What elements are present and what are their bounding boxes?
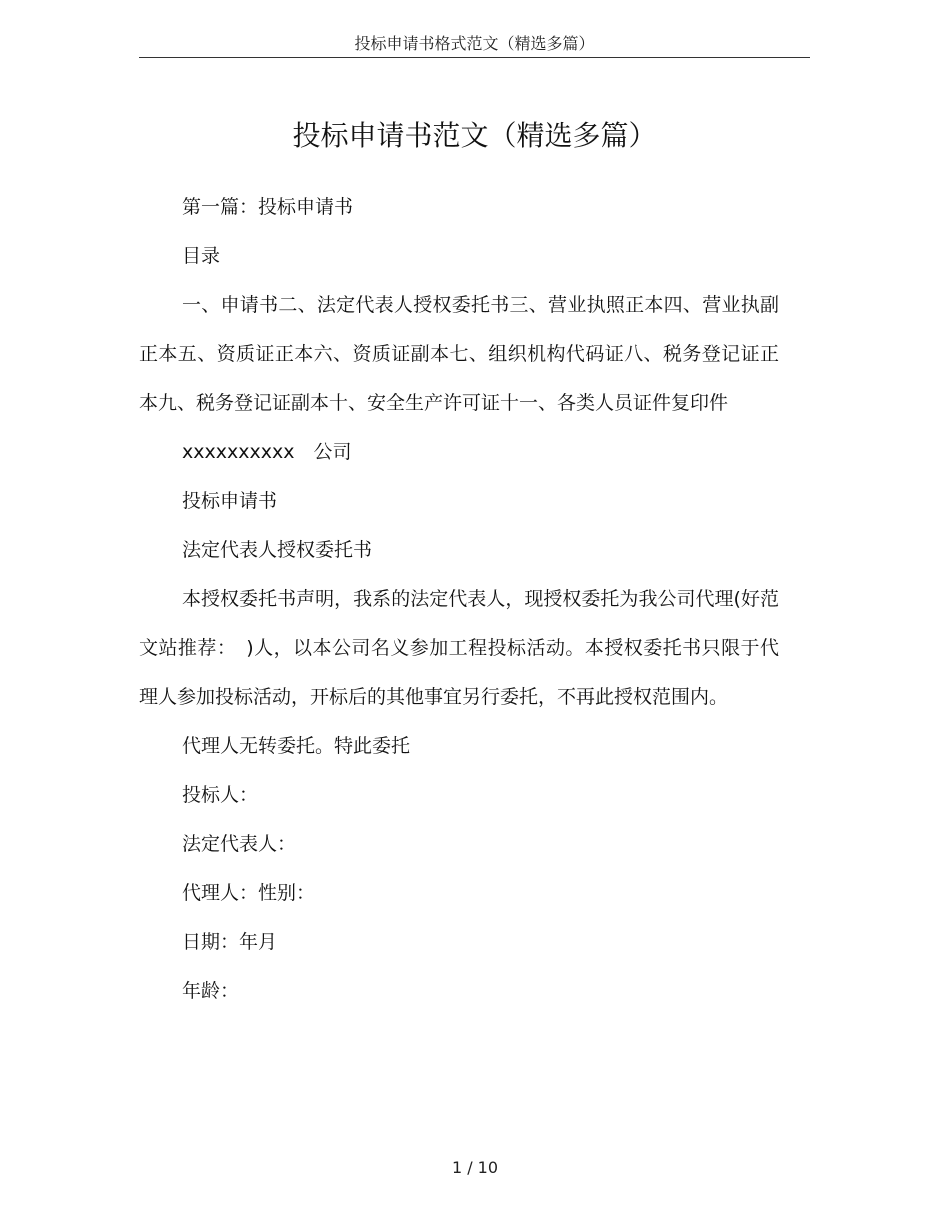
- authorization-statement: 本授权委托书声明，我系的法定代表人，现授权委托为我公司代理(好范文站推荐： )人，以本公司名义参加工程投标活动。本授权委托书只限于代理人参加投标活动，开标后的其他事宜另行委托，不再此授权范围内。: [139, 588, 779, 708]
- field-age: 年龄：: [182, 980, 240, 1002]
- subheading-authorization: 法定代表人授权委托书: [182, 539, 373, 561]
- no-transfer-line: 代理人无转委托。特此委托: [182, 735, 411, 757]
- header-rule: [139, 57, 810, 58]
- toc-heading: 目录: [182, 245, 221, 267]
- running-header: 投标申请书格式范文（精选多篇）: [354, 34, 595, 53]
- document-title: 投标申请书范文（精选多篇）: [292, 119, 657, 152]
- toc-list: 一、申请书二、法定代表人授权委托书三、营业执照正本四、营业执副正本五、资质证正本六、资质证副本七、组织机构代码证八、税务登记证正本九、税务登记证副本十、安全生产许可证十一、各类人员证件复印件: [139, 294, 779, 414]
- subheading-application: 投标申请书: [182, 490, 278, 512]
- field-date: 日期：年月: [182, 931, 278, 953]
- page-indicator: 1 / 10: [451, 1158, 499, 1177]
- document-body: [139, 183, 779, 1016]
- field-legal-rep: 法定代表人：: [182, 833, 297, 855]
- section-heading: 第一篇：投标申请书: [182, 196, 354, 218]
- field-bidder: 投标人：: [182, 784, 259, 806]
- company-name: xxxxxxxxxx 公司: [182, 441, 352, 463]
- field-agent-gender: 代理人：性别：: [182, 882, 316, 904]
